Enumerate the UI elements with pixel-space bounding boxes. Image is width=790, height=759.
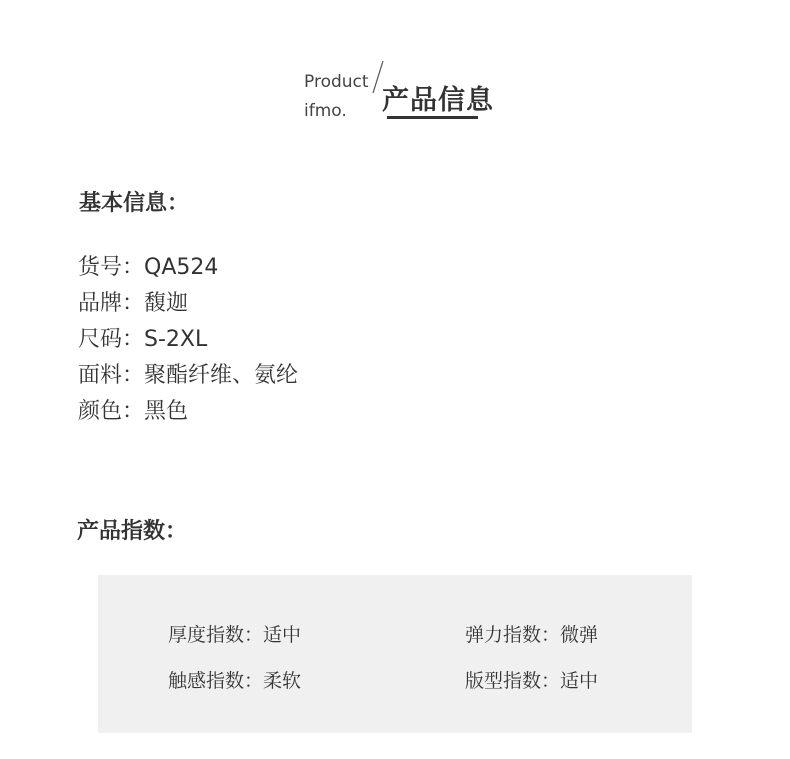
index-value: 柔软 bbox=[263, 670, 302, 692]
index-item-touch bbox=[168, 666, 301, 693]
header-en-line2: ifmo. bbox=[304, 101, 347, 121]
info-row-brand bbox=[78, 286, 298, 322]
basic-info-list bbox=[78, 250, 298, 430]
info-value: 馥迦 bbox=[144, 291, 189, 316]
info-value: 黑色 bbox=[144, 399, 189, 424]
info-label: 尺码： bbox=[78, 327, 145, 352]
info-row-size bbox=[78, 322, 298, 358]
header-en-label bbox=[304, 68, 369, 126]
index-value: 适中 bbox=[263, 624, 302, 646]
info-row-fabric bbox=[78, 358, 298, 394]
product-index-title: 产品指数： bbox=[77, 519, 188, 544]
info-value: QA524 bbox=[144, 255, 219, 280]
title-underline bbox=[387, 116, 478, 119]
info-label: 颜色： bbox=[78, 399, 145, 424]
index-label: 厚度指数： bbox=[168, 624, 264, 646]
info-label: 品牌： bbox=[78, 291, 145, 316]
page-title: 产品信息 bbox=[382, 85, 494, 116]
header-en-line1: Product bbox=[304, 72, 369, 92]
index-label: 版型指数： bbox=[465, 670, 561, 692]
info-row-color bbox=[78, 394, 298, 430]
info-row-item-no bbox=[78, 250, 298, 286]
info-value: S-2XL bbox=[144, 327, 208, 352]
index-label: 触感指数： bbox=[168, 670, 264, 692]
index-item-elasticity bbox=[465, 620, 598, 647]
info-value: 聚酯纤维、氨纶 bbox=[144, 363, 299, 388]
index-value: 适中 bbox=[560, 670, 599, 692]
product-index-panel bbox=[98, 575, 692, 733]
info-label: 货号： bbox=[78, 255, 145, 280]
index-label: 弹力指数： bbox=[465, 624, 561, 646]
index-value: 微弹 bbox=[560, 624, 599, 646]
basic-info-title: 基本信息： bbox=[79, 191, 190, 216]
index-item-fit bbox=[465, 666, 598, 693]
index-item-thickness bbox=[168, 620, 301, 647]
info-label: 面料： bbox=[78, 363, 145, 388]
